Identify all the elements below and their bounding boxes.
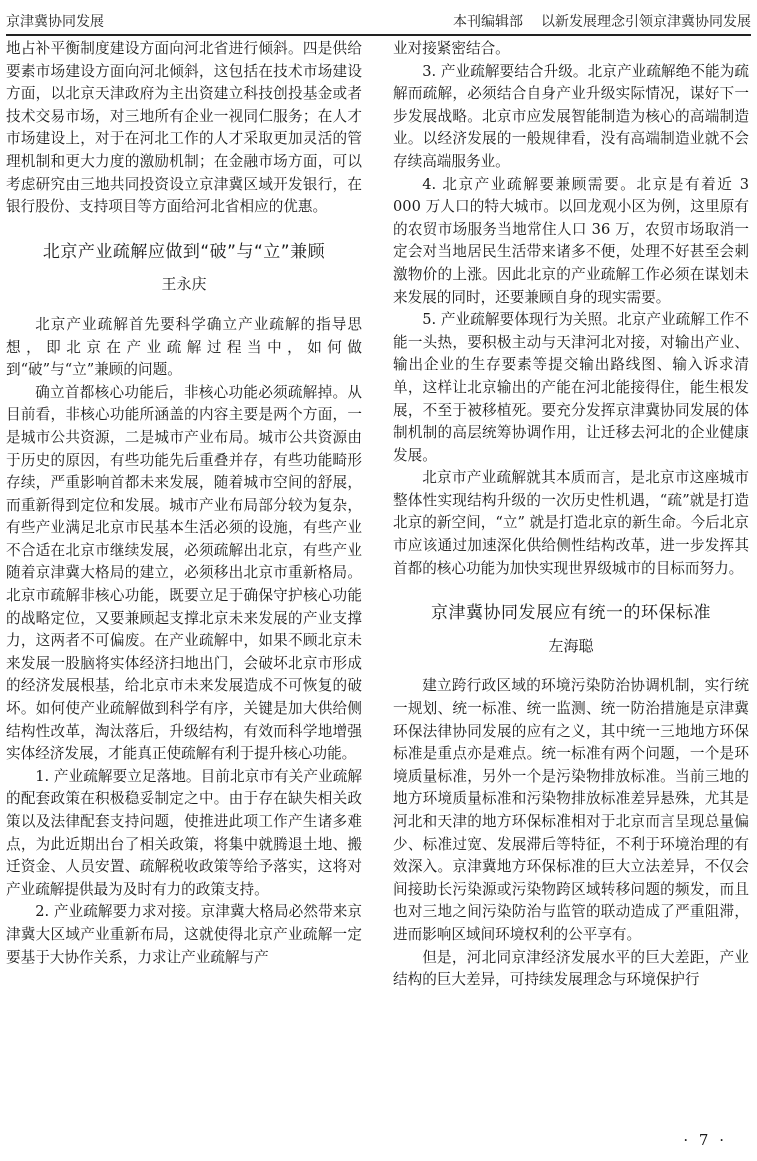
- paragraph: 地占补平衡制度建设方面向河北省进行倾斜。四是供给要素市场建设方面向河北倾斜，这包括在技术市场建设方面，以北京天津政府为主出资建立科技创投基金或者技术交易市场，对三地所有企业一视同仁服务；在人才市场建设上，对于在河北工作的人才采取更加灵活的管理机制和更大力度的激励机制；在金融市场方面，可以考虑研究由三地共同投资设立京津冀区域开发银行，在银行股份、支持项目等方面给河北省相应的优惠。: [6, 40, 362, 216]
- paragraph: 业对接紧密结合。: [393, 40, 510, 57]
- paragraph: 但是，河北同京津经济发展水平的巨大差距，产业结构的巨大差异，可持续发展理念与环境保护行: [393, 948, 749, 989]
- paragraph: 5. 产业疏解要体现行为关照。北京产业疏解工作不能一头热，要积极主动与天津河北对接，对输出产业、输出企业的生存要素等提交输出路线图、输入诉求清单，这样让北京输出的产能在河北能接得住，能生根发展，不至于被移植死。要充分发挥京津冀协同发展的体制机制的高层统筹协调作用，让迁移去河北的企业健康发展。: [393, 311, 749, 464]
- page-number: · 7 ·: [683, 1131, 727, 1149]
- header-article-title: 以新发展理念引领京津冀协同发展: [541, 14, 751, 30]
- paragraph: 1. 产业疏解要立足落地。目前北京市有关产业疏解的配套政策在积极稳妥制定之中。由于存在缺失相关政策以及法律配套支持问题，使推进此项工作产生诸多难点，为此近期出台了相关政策，将集中就腾退土地、搬迁资金、人员安置、疏解税收政策等给予落实，这将对产业疏解提供最为及时有力的政策支持。: [6, 767, 362, 898]
- paragraph: 3. 产业疏解要结合升级。北京产业疏解绝不能为疏解而疏解，必须结合自身产业升级实际情况，谋好下一步发展战略。北京市应发展智能制造为核心的高端制造业。以经济发展的一般规律看，没有高端制造业就不会存续高端服务业。: [393, 62, 749, 170]
- author-name: 左海聪: [548, 636, 594, 655]
- running-header: [6, 8, 751, 36]
- paragraph: 2. 产业疏解要力求对接。京津冀大格局必然带来京津冀大区域产业重新布局，这就使得北京产业疏解一定要基于大协作关系，力求让产业疏解与产: [6, 903, 362, 966]
- paragraph: 北京市产业疏解就其本质而言，是北京市这座城市整体性实现结构升级的一次历史性机遇，“疏”就是打造北京的新空间，“立” 就是打造北京的新生命。今后北京市应该通过加速深化供给侧性结构改革，进一步发挥其首都的核心功能为加快实现世界级城市的目标而努力。: [393, 469, 749, 577]
- header-right: [453, 11, 751, 31]
- journal-section-name: 京津冀协同发展: [6, 14, 104, 30]
- paragraph: 确立首都核心功能后，非核心功能必须疏解掉。从目前看，非核心功能所涵盖的内容主要是两个方面，一是城市公共资源，二是城市产业布局。城市公共资源由于历史的原因，有些功能先后重叠并存，有些功能畸形存续，严重影响首都未来发展，随着城市空间的舒展，而重新得到定位和发展。城市产业布局部分较为复杂，有些产业满足北京市民基本生活必须的设施，有些产业不合适在北京市继续发展，必须疏解出北京，有些产业随着京津冀大格局的建立，必须移出北京市重新格局。北京市疏解非核心功能，既要立足于确保守护核心功能的战略定位，又要兼顾起支撑北京未来发展的产业支撑力，这两者不可偏废。在产业疏解中，如果不顾北京未来发展一股脑将实体经济扫地出门，会破坏北京市形成的经济发展根基，给北京市未来发展造成不可恢复的破坏。如何使产业疏解做到科学有序，关键是加大供给侧结构性改革，淘汰落后，升级结构，有效而科学地增强实体经济发展，才能真正使疏解有利于提升核心功能。: [6, 383, 362, 763]
- right-column: [393, 38, 749, 992]
- author-name: 王永庆: [161, 275, 207, 294]
- header-department: 本刊编辑部: [453, 14, 523, 30]
- paragraph: 4. 北京产业疏解要兼顾需要。北京是有着近 3 000 万人口的特大城市。以回龙观小区为例，这里原有的农贸市场服务当地常住人口 36 万，农贸市场取消一定会对当地居民生活带来诸多不便，处理不好甚至会刺激物价的上涨。因此北京的产业疏解工作必须在谋划未来发展的同时，还要兼顾自身的现实需要。: [393, 175, 749, 306]
- paragraph: 北京产业疏解首先要科学确立产业疏解的指导思想，即北京在产业疏解过程当中，如何做到“破”与“立”兼顾的问题。: [6, 315, 362, 379]
- section-title: 京津冀协同发展应有统一的环保标准: [431, 603, 711, 624]
- left-column: [6, 38, 362, 969]
- paragraph: 建立跨行政区域的环境污染防治协调机制，实行统一规划、统一标准、统一监测、统一防治措施是京津冀环保法律协同发展的应有之义，其中统一三地地方环保标准是重点亦是难点。统一标准有两个问题，一个是环境质量标准，另外一个是污染物排放标准。当前三地的地方环境质量标准和污染物排放标准差异悬殊，尤其是河北和天津的地方环保标准相对于北京而言呈现总量偏少、标准过宽、发展滞后等特征，不利于环境治理的有效深入。京津冀地方环保标准的巨大立法差异，不仅会间接助长污染源或污染物跨区域转移问题的频发，而且也对三地之间污染防治与监管的联动造成了严重阻滞，进而影响区域间环境权利的公平享有。: [393, 677, 749, 943]
- section-title: 北京产业疏解应做到“破”与“立”兼顾: [42, 241, 326, 262]
